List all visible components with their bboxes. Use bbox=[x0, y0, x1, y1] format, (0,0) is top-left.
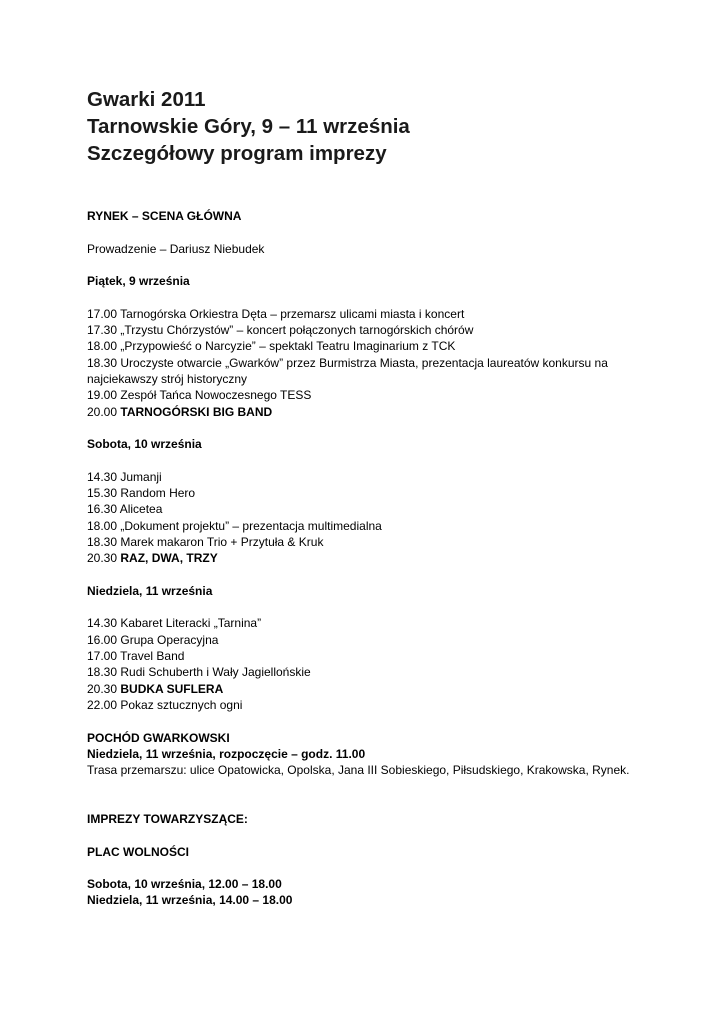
schedule-item: 20.00 TARNOGÓRSKI BIG BAND bbox=[87, 404, 273, 419]
schedule-item: 18.00 „Przypowieść o Narcyzie” – spektakl Teatru Imaginarium z TCK bbox=[87, 339, 456, 354]
schedule-item: 20.30 BUDKA SUFLERA bbox=[87, 681, 224, 696]
schedule-item: 16.30 Alicetea bbox=[87, 502, 163, 517]
schedule-item: 15.30 Random Hero bbox=[87, 486, 196, 501]
schedule-item: 17.00 Tarnogórska Orkiestra Dęta – przemarsz ulicami miasta i koncert bbox=[87, 306, 465, 321]
schedule-item: 17.30 „Trzystu Chórzystów” – koncert połączonych tarnogórskich chórów bbox=[87, 323, 474, 338]
schedule-item: 14.30 Kabaret Literacki „Tarnina” bbox=[87, 616, 262, 631]
plac-date-sunday: Niedziela, 11 września, 14.00 – 18.00 bbox=[87, 893, 293, 908]
schedule-item: 22.00 Pokaz sztucznych ogni bbox=[87, 697, 243, 712]
schedule-item: 18.30 Marek makaron Trio + Przytuła & Kruk bbox=[87, 534, 324, 549]
document-body bbox=[87, 208, 647, 909]
schedule-item: 18.00 „Dokument projektu” – prezentacja multimedialna bbox=[87, 518, 382, 533]
document-title bbox=[87, 86, 410, 167]
section-heading-rynek: RYNEK – SCENA GŁÓWNA bbox=[87, 209, 242, 223]
schedule-item: 16.00 Grupa Operacyjna bbox=[87, 632, 219, 647]
subsection-heading-plac: PLAC WOLNOŚCI bbox=[87, 844, 189, 859]
section-heading-pochod: POCHÓD GWARKOWSKI bbox=[87, 730, 230, 745]
pochod-route: Trasa przemarszu: ulice Opatowicka, Opolska, Jana III Sobieskiego, Piłsudskiego, Krakowska, Rynek. bbox=[87, 763, 630, 778]
schedule-item: 19.00 Zespół Tańca Nowoczesnego TESS bbox=[87, 388, 312, 403]
day-heading-saturday: Sobota, 10 września bbox=[87, 437, 202, 452]
section-heading-towarzyszace: IMPREZY TOWARZYSZĄCE: bbox=[87, 811, 248, 826]
host-line: Prowadzenie – Dariusz Niebudek bbox=[87, 241, 265, 256]
day-heading-friday: Piątek, 9 września bbox=[87, 274, 190, 289]
pochod-date: Niedziela, 11 września, rozpoczęcie – godz. 11.00 bbox=[87, 746, 366, 761]
title-line-1: Gwarki 2011 bbox=[87, 88, 206, 111]
schedule-item: 17.00 Travel Band bbox=[87, 649, 185, 664]
schedule-item: 14.30 Jumanji bbox=[87, 469, 162, 484]
day-heading-sunday: Niedziela, 11 września bbox=[87, 583, 213, 598]
schedule-item: 18.30 Uroczyste otwarcie „Gwarków” przez Burmistrza Miasta, prezentacja laureatów konkursu na najciekawszy strój historyczny bbox=[87, 355, 608, 386]
schedule-item: 20.30 RAZ, DWA, TRZY bbox=[87, 551, 218, 566]
plac-date-saturday: Sobota, 10 września, 12.00 – 18.00 bbox=[87, 877, 282, 892]
title-line-3: Szczegółowy program imprezy bbox=[87, 142, 387, 165]
title-line-2: Tarnowskie Góry, 9 – 11 września bbox=[87, 115, 410, 138]
schedule-item: 18.30 Rudi Schuberth i Wały Jagiellońskie bbox=[87, 665, 311, 680]
